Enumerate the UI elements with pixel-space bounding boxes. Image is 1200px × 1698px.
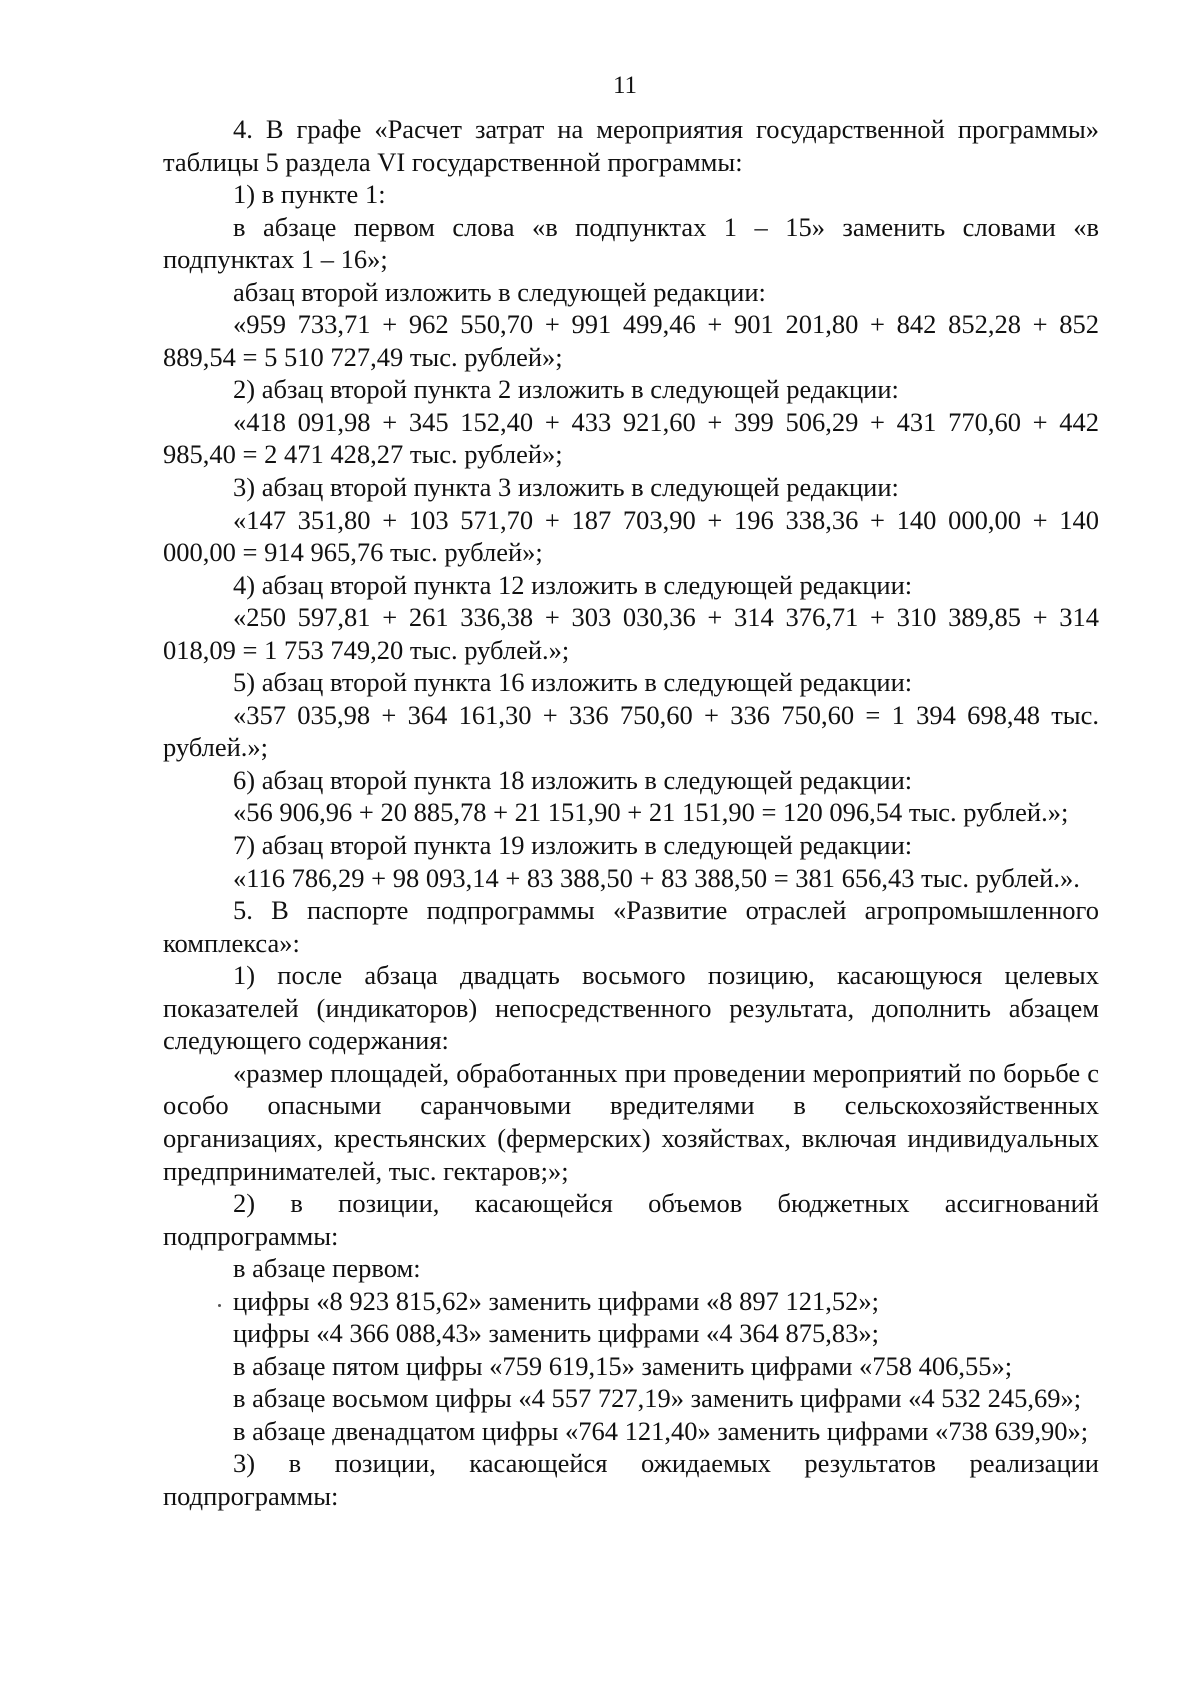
paragraph: «959 733,71 + 962 550,70 + 991 499,46 + 901 201,80 + 842 852,28 + 852 889,54 = 5 510 727,49 тыс. рублей»; (163, 309, 1099, 372)
paragraph: «116 786,29 + 98 093,14 + 83 388,50 + 83 388,50 = 381 656,43 тыс. рублей.». (233, 862, 1080, 893)
paragraph: 5. В паспорте подпрограммы «Развитие отраслей агропромышленного комплекса»: (163, 895, 1099, 958)
paragraph: 3) абзац второй пункта 3 изложить в следующей редакции: (233, 472, 899, 503)
paragraph: 2) абзац второй пункта 2 изложить в следующей редакции: (233, 374, 899, 405)
paragraph: 4. В графе «Расчет затрат на мероприятия государственной программы» таблицы 5 раздела VI государственной программы: (163, 114, 1099, 177)
paragraph: «357 035,98 + 364 161,30 + 336 750,60 + 336 750,60 = 1 394 698,48 тыс. рублей.»; (163, 699, 1099, 763)
paragraph: в абзаце первом слова «в подпунктах 1 – 15» заменить словами «в подпунктах 1 – 16»; (163, 211, 1099, 275)
paragraph: 1) в пункте 1: (233, 179, 386, 210)
page-number: 11 (612, 72, 638, 99)
paragraph: абзац второй изложить в следующей редакции: (233, 276, 766, 307)
paragraph: в абзаце восьмом цифры «4 557 727,19» заменить цифрами «4 532 245,69»; (233, 1383, 1082, 1414)
paragraph: в абзаце первом: (233, 1253, 421, 1284)
paragraph: «250 597,81 + 261 336,38 + 303 030,36 + 314 376,71 + 310 389,85 + 314 018,09 = 1 753 749,20 тыс. рублей.»; (163, 602, 1099, 665)
paragraph: 6) абзац второй пункта 18 изложить в следующей редакции: (233, 764, 913, 795)
paragraph: «56 906,96 + 20 885,78 + 21 151,90 + 21 151,90 = 120 096,54 тыс. рублей.»; (233, 797, 1069, 828)
paragraph: 3) в позиции, касающейся ожидаемых результатов реализации подпрограммы: (163, 1448, 1099, 1511)
paragraph: 2) в позиции, касающейся объемов бюджетных ассигнований подпрограммы: (163, 1188, 1099, 1251)
paragraph: в абзаце двенадцатом цифры «764 121,40» заменить цифрами «738 639,90»; (233, 1415, 1089, 1446)
paragraph: в абзаце пятом цифры «759 619,15» заменить цифрами «758 406,55»; (233, 1350, 1013, 1381)
paragraph: 5) абзац второй пункта 16 изложить в следующей редакции: (233, 667, 913, 698)
paragraph: 1) после абзаца двадцать восьмого позицию, касающуюся целевых показателей (индикаторов) непосредственного результата, дополнить абзацем следующего содержания: (163, 960, 1099, 1056)
paragraph: «147 351,80 + 103 571,70 + 187 703,90 + 196 338,36 + 140 000,00 + 140 000,00 = 914 965,76 тыс. рублей»; (163, 504, 1099, 568)
paragraph: 4) абзац второй пункта 12 изложить в следующей редакции: (233, 569, 913, 600)
paragraph: 7) абзац второй пункта 19 изложить в следующей редакции: (233, 830, 913, 861)
document-body (163, 113, 1099, 1513)
paragraph: «418 091,98 + 345 152,40 + 433 921,60 + 399 506,29 + 431 770,60 + 442 985,40 = 2 471 428,27 тыс. рублей»; (163, 406, 1099, 470)
paragraph: цифры «8 923 815,62» заменить цифрами «8 897 121,52»; (233, 1285, 879, 1316)
paragraph: цифры «4 366 088,43» заменить цифрами «4 364 875,83»; (233, 1318, 879, 1349)
paragraph: «размер площадей, обработанных при проведении мероприятий по борьбе с особо опасными саранчовыми вредителями в сельскохозяйственных организациях, крестьянских (фермерских) хозяйствах, включая индивидуальных предпринимателей, тыс. гектаров;»; (163, 1057, 1099, 1186)
